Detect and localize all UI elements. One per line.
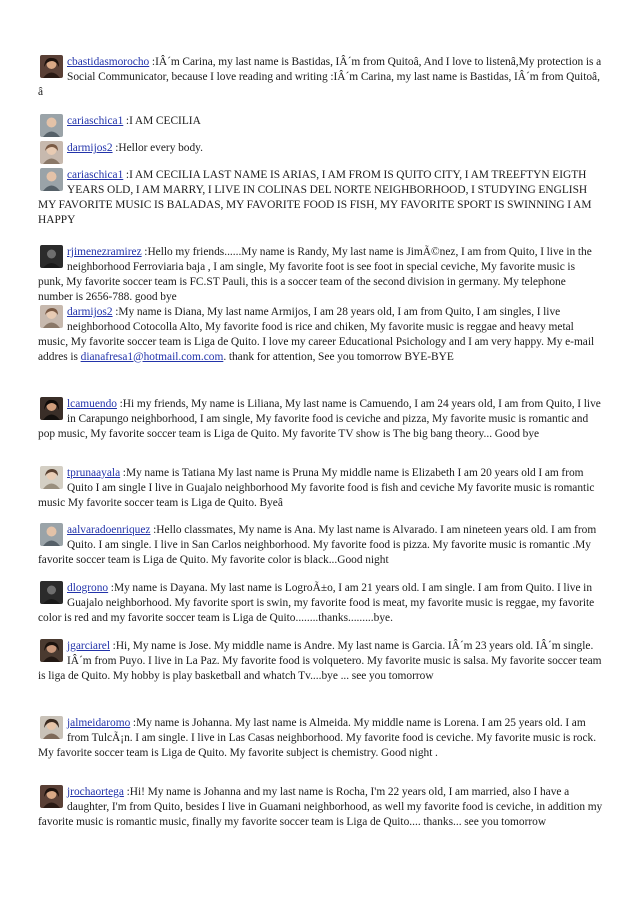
post-text: Hellor every body. bbox=[118, 142, 203, 154]
avatar-icon[interactable] bbox=[40, 245, 63, 268]
username-link[interactable]: aalvaradoenriquez bbox=[67, 524, 151, 536]
post-10 bbox=[38, 639, 603, 684]
avatar-icon[interactable] bbox=[40, 168, 63, 191]
post-2 bbox=[38, 141, 603, 165]
post-separator: : bbox=[130, 717, 137, 729]
avatar-icon[interactable] bbox=[40, 581, 63, 604]
post-text: I AM CECILIA bbox=[129, 115, 201, 127]
post-separator: : bbox=[141, 246, 148, 258]
avatar-icon[interactable] bbox=[40, 639, 63, 662]
post-0 bbox=[38, 55, 603, 100]
post-text-after: . thank for attention, See you tomorrow BYE-BYE bbox=[223, 350, 454, 363]
post-text: IÂ´m Carina, my last name is Bastidas, IÂ´m from Quitoâ, And I love to listenâ,My protection is a Social Communicator, because I love reading and writing :IÂ´m Carina, my last name is Bastidas, IÂ´m from Quitoâ, â bbox=[38, 56, 602, 98]
post-9 bbox=[38, 581, 603, 626]
post-text: I AM CECILIA LAST NAME IS ARIAS, I AM FROM IS QUITO CITY, I AM TREEFTYN EIGTH YEARS OLD, I AM MARRY, I LIVE IN COLINAS DEL NORTE NEIGHBORHOOD, I STUDYING ENGLISH MY FAVORITE MUSIC IS BALADAS, MY FAVORITE FOOD IS FISH, MY FAVORITE SPORT IS SWINNING I AM HAPPY bbox=[38, 169, 592, 226]
email-link[interactable]: dianafresa1@hotmail.com.com bbox=[80, 350, 224, 363]
avatar-icon[interactable] bbox=[40, 716, 63, 739]
post-separator: : bbox=[116, 398, 123, 410]
post-text: My name is Johanna. My last name is Almeida. My middle name is Lorena. I am 25 years old. I am from TulcÃ¡n. I am single. I live in Las Casas neighborhood. My favorite food is ceviche. My favorite music is rock. My favorite soccer team is Liga de Quito. My favorite subject is chemistry. Good night . bbox=[38, 717, 597, 759]
username-link[interactable]: tprunaayala bbox=[67, 467, 121, 479]
post-separator: : bbox=[112, 142, 119, 154]
avatar-icon[interactable] bbox=[40, 55, 63, 78]
post-7 bbox=[38, 466, 603, 511]
post-text: My name is Dayana. My last name is LogroÃ±o, I am 21 years old. I am single. I am from Quito. I live in Guajalo neighborhood. My favorite sport is swin, my favorite food is meat, my favorite music is reggae, my favorite color is red and my favorite soccer team is Liga de Quito........thanks.........bye. bbox=[38, 582, 595, 624]
avatar-icon[interactable] bbox=[40, 466, 63, 489]
username-link[interactable]: cariaschica1 bbox=[67, 169, 124, 181]
post-text: Hi! My name is Johanna and my last name is Rocha, I'm 22 years old, I am married, also I have a daughter, I'm from Quito, besides I live in Guamani neighborhood, as well my favorite food is ceviche, in addition my favorite music is romantic music, finally my favorite soccer team is Liga de Quito.... thanks... see you tomorrow bbox=[38, 786, 603, 828]
avatar-icon[interactable] bbox=[40, 141, 63, 164]
post-separator: : bbox=[123, 786, 130, 798]
username-link[interactable]: dlogrono bbox=[67, 582, 109, 594]
avatar-icon[interactable] bbox=[40, 305, 63, 328]
post-text: Hi, My name is Jose. My middle name is Andre. My last name is Garcia. IÂ´m 23 years old. IÂ´m single. IÂ´m from Puyo. I live in La Paz. My favorite food is volquetero. My favorite music is salsa. My favorite soccer team is liga de Quito. My hobby is play basketball and whatch Tv....bye ... see you tomorrow bbox=[38, 640, 602, 682]
post-6 bbox=[38, 397, 603, 442]
post-separator: : bbox=[150, 524, 157, 536]
post-8 bbox=[38, 523, 603, 568]
post-4 bbox=[38, 245, 603, 304]
avatar-icon[interactable] bbox=[40, 785, 63, 808]
username-link[interactable]: jgarciarel bbox=[67, 640, 110, 652]
username-link[interactable]: darmijos2 bbox=[67, 306, 113, 318]
post-5 bbox=[38, 305, 603, 364]
avatar-icon[interactable] bbox=[40, 523, 63, 546]
username-link[interactable]: rjimenezramirez bbox=[67, 246, 142, 258]
post-separator: : bbox=[112, 306, 119, 318]
post-text: My name is Tatiana My last name is Pruna My middle name is Elizabeth I am 20 years old I am from Quito I am single I live in Guajalo neighborhood My favorite food is fish and ceviche My favorite music is romantic music My favorite soccer team is Liga de Quito. Byeâ bbox=[38, 467, 595, 509]
post-separator: : bbox=[123, 115, 130, 127]
post-text: Hello my friends......My name is Randy, My last name is JimÃ©nez, I am from Quito, I live in the neighborhood Ferroviaria baja , I am single, My favorite foot is see foot in special ceviche, My favorite music is punk, My favorite soccer team is FC.ST Pauli, this is a soccer team of the second division in germany. My telephone number is 2656-788. good bye bbox=[38, 246, 592, 303]
post-text: Hello classmates, My name is Ana. My last name is Alvarado. I am nineteen years old. I am from Quito. I am single. I live in San Carlos neighborhood. My favorite food is pizza. My favorite music is romantic .My favorite soccer team is Liga de Quito. My favorite color is black...Good night bbox=[38, 524, 597, 566]
post-12 bbox=[38, 785, 603, 830]
post-3 bbox=[38, 168, 603, 227]
username-link[interactable]: lcamuendo bbox=[67, 398, 117, 410]
post-separator: : bbox=[120, 467, 126, 479]
post-text: My name is Diana, My last name Armijos, I am 28 years old, I am from Quito, I am singles, I live neighborhood Cotocolla Alto, My favorite food is rice and chiken, My favorite music is reggae and heavy metal music, My favorite soccer team is Liga de Quito. I love my career Educational Psichology and I am very happy. My e-mail addres is bbox=[38, 306, 595, 363]
post-separator: : bbox=[149, 56, 156, 68]
post-1 bbox=[38, 114, 603, 138]
username-link[interactable]: cariaschica1 bbox=[67, 115, 124, 127]
post-separator: : bbox=[110, 640, 116, 652]
username-link[interactable]: jrochaortega bbox=[67, 786, 124, 798]
username-link[interactable]: jalmeidaromo bbox=[67, 717, 131, 729]
post-11 bbox=[38, 716, 603, 761]
username-link[interactable]: darmijos2 bbox=[67, 142, 113, 154]
avatar-icon[interactable] bbox=[40, 397, 63, 420]
post-text: Hi my friends, My name is Liliana, My last name is Camuendo, I am 24 years old, I am from Quito, I live in Carapungo neighborhood, I am single, My favorite food is ceviche and pizza, My favorite music is romantic and pop music, My favorite soccer team is Liga de Quito. My favorite TV show is The big bang theory... Good bye bbox=[38, 398, 601, 440]
post-separator: : bbox=[108, 582, 114, 594]
username-link[interactable]: cbastidasmorocho bbox=[67, 56, 150, 68]
post-separator: : bbox=[123, 169, 130, 181]
avatar-icon[interactable] bbox=[40, 114, 63, 137]
